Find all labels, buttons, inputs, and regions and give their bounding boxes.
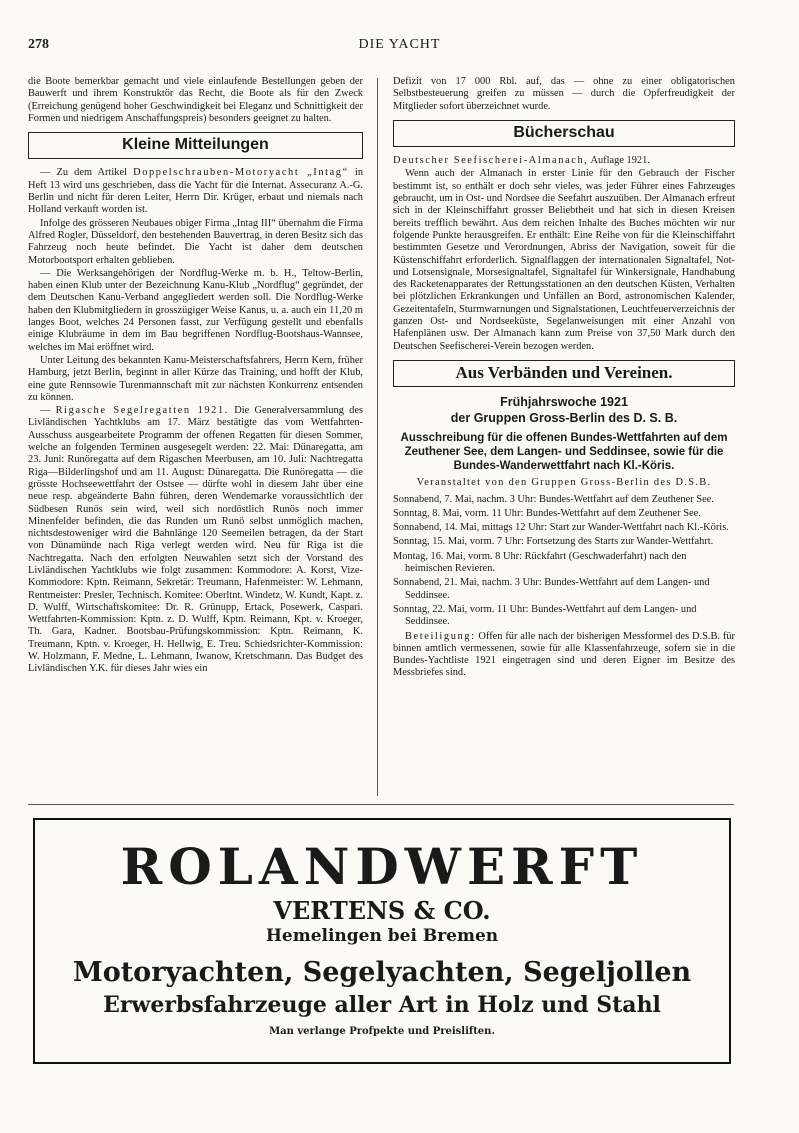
heading-buecherschau: Bücherschau [393,120,735,147]
spaced-title: Deutscher Seefischerei-Almanach, [393,155,589,167]
participation-paragraph [393,631,735,680]
book-title [393,155,735,167]
paragraph-nordflug: — Die Werksangehörigen der Nordflug-Werke m. b. H., Teltow-Berlin, haben einen Klub unter der Bezeichnung Kanu-Klub „Nordflug“ gegründet, der dem Deutschen Kanu-Verband angegliedert werden soll. Die Nordflug-Werke haben den Klubmitgliedern in grosszügiger Weise Kanus, u. a. auch ein 11,20 m langes Boot, welches 24 Personen fasst, zur Verfügung gestellt und ebenfalls einige Klubräume in dem im Bau begriffenen Nordflug-Bootshaus-Wannsee, welches im Mai eröffnet wird. [28,267,363,353]
spaced-title: Doppelschrauben-Motoryacht „Intag“ [133,167,349,179]
heading-kleine-mitteilungen: Kleine Mitteilungen [28,132,363,159]
text-fragment: — Zu dem Artikel [40,167,134,179]
page-number: 278 [28,37,49,52]
schedule-entry: Sonnabend, 21. Mai, nachm. 3 Uhr: Bundes-Wettfahrt auf dem Langen- und Seddinsee. [393,577,710,601]
ad-product-line-2: Erwerbsfahrzeuge aller Art in Holz und Stahl [103,992,661,1018]
event-title: Frühjahrswoche 1921 [500,395,628,410]
paragraph-rogler: Infolge des grösseren Neubaues obiger Firma „Intag III“ übernahm die Firma Alfred Rogler, Düsseldorf, den bestehenden Bauvertrag, in deren Besitz sich das Fahrzeug noch heute befindet. Die Yacht ist daher dem deutschen Motorbootsport erhalten geblieben. [28,217,363,266]
ad-product-line: Motoryachten, Segelyachten, Segeljollen [72,957,692,988]
text-fragment: Offen für alle nach der bisherigen Messformel des D.S.B. für binnen amtlich vermessenen, sowie für alle Klassenfahrzeuge, sofern sie in die Bundes-Yachtliste 1921 eingetragen sind und deren Eigner im Besitze des Messbriefes sind. [393,630,735,679]
event-subtitle: der Gruppen Gross-Berlin des D. S. B. [450,411,678,426]
text-fragment: Auflage 1921. [588,155,650,167]
running-title: DIE YACHT [358,37,441,52]
paragraph-riga [28,405,363,676]
schedule-entry: Sonntag, 22. Mai, vorm. 11 Uhr: Bundes-Wettfahrt auf dem Langen- und Seddinsee. [393,603,697,628]
left-intro: die Boote bemerkbar gemacht und viele einlaufende Bestellungen geben der Bauwerft und ihrem Konstruktör das Recht, die Boote als für den Zweck (Erreichung genügend hoher Geschwindigkeit bei Eleganz und Schnittigkeit der Formen und niedrigem Anschaffungspreis) besonders geeignet zu halten. [28,76,363,124]
organizer-line: Veranstaltet von den Gruppen Gross-Berlin des D.S.B. [416,477,712,489]
schedule-entry: Sonntag, 15. Mai, vorm. 7 Uhr: Fortsetzung des Starts zur Wander-Wettfahrt. [393,536,714,548]
paragraph-training: Unter Leitung des bekannten Kanu-Meisterschaftsfahrers, Herrn Kern, früher Hamburg, jetzt Berlin, beginnt in aller Kürze das Training, und hofft der Klub, eine gute Rennsowie Turenmannschaft mit zur nächsten Konkurrenz entsenden zu können. [28,354,363,403]
right-column [393,76,735,681]
text-fragment: — [40,405,56,417]
paragraph-intag [28,167,363,216]
schedule-entry: Montag, 16. Mai, vorm. 8 Uhr: Rückfahrt (Geschwaderfahrt) nach den heimischen Revieren. [393,550,687,575]
spaced-title: Rigasche Segelregatten 1921. [55,405,229,417]
schedule-entry: Sonntag, 8. Mai, vorm. 11 Uhr: Bundes-Wettfahrt auf dem Zeuthener See. [393,507,701,519]
left-column [28,76,363,677]
page-divider [28,804,734,805]
ad-note: Man verlange Profpekte und Preisliften. [269,1026,495,1037]
ad-firm: VERTENS & CO. [273,896,491,925]
text-fragment: Die Generalversammlung des Livländischen Yachtklubs am 17. März bestätigte das vom Wettfahrten-Ausschuss ausgearbeitete Programm der offenen Regatten für diesen Sommer, welche an folgenden Terminen ausgesegelt werden: 22. Mai: Dünaregatta, am 23. Juni: Runöregatta auf dem Rigaschen Meerbusen, am 10. Juli: Nachtregatta Riga—Bilderlingshof und am 11. August: Dünaregatta. Die Runöregatta — die grösste Hochseewettfahrt der Ostsee — dürfte wohl in diesem Jahr über eine neue resp. abgeänderte Bahn führen, deren Wendemarke voraussichtlich der Südbesen Runös sein wird, weil sich nordöstlich Runös noch immer Minenfelder befinden, die das Runden um Runö selbst unmöglich machen, nichtsdestoweniger wird die Bahnlänge 120 Seemeilen betragen, da der Start von Dünamünde nach Riga verlegt werden wird. Neu für Riga ist die Nachtregatta. Nach den erfolgten Neuwahlen setzt sich der Vorstand des Livländischen Yachtklubs wie folgt zusammen: Kommodore: A. Korst, Vize-Kommodore: Kptn. Reimann, Sekretär: Treumann, Hafenmeister: W. Lehmann, Rentmeister: Presler, Technisch. Komitee: Oberltnt. Windetz, W. Kundt, Kapt. z. D. Wulff, Wirtschaftskomitee: Dr. R. Grünupp, Ertack, Posewerk, Caspari. Wettfahrten-Kommission: Kptn. z. D. Wulff, Kptn. Reimann, Kpt. v. Kroeger, Th. Gara, Kadner. Bootsbau-Prüfungskommission: Kptn. Reimann, K. Treumann, Kptn. v. Kroeger, H. Hellwig, E. Treu. Schiedsrichter-Kommission: W. Holzmann, F. Medne, L. Lehmann, Iwanow, Kretschmann. Das Budget des Livländischen Y.K. für dieses Jahr wies ein [28,405,363,675]
schedule-entry: Sonnabend, 7. Mai, nachm. 3 Uhr: Bundes-Wettfahrt auf dem Zeuthener See. [393,493,714,505]
ad-location: Hemelingen bei Bremen [265,926,499,946]
column-divider [377,78,378,796]
advertisement-box [33,818,731,1064]
ad-brand: ROLANDWERFT [120,837,644,896]
heading-verbaende: Aus Verbänden und Vereinen. [393,360,735,387]
text-fragment: in Heft 13 wird uns geschrieben, dass die Yacht für die Internat. Assecuranz A.-G. Berlin und nicht für deren Leiter, Herrn Dir. Krüger, erbaut und niemals nach Holland verkauft worden ist. [28,167,364,216]
event-announcement: Ausschreibung für die offenen Bundes-Wettfahrten auf dem Zeuthener See, dem Langen- und Seddinsee, sowie für die Bundes-Wanderwettfahrt nach Kl.-Köris. [400,432,728,473]
spaced-title: Beteiligung: [405,630,476,642]
right-intro: Defizit von 17 000 Rbl. auf, das — ohne zu einer obligatorischen Selbstbesteuerung greifen zu müssen — durch die Opferfreudigkeit der Mitglieder sofort überzeichnet wurde. [393,76,735,112]
book-review: Wenn auch der Almanach in erster Linie für den Gebrauch der Fischer bestimmt ist, so enthält er doch sehr vieles, was jeder Führer eines Fahrzeuges gebraucht, um in Ost- und Nordsee die Seefahrt auszuüben. Der Almanach erfreut sich in der Kleinschiffahrt grosser Beliebtheit und hat sich in diesen Kreisen bereits trefflich bewährt. Aus dem reichen Inhalte des Buches möchten wir nur folgende Punkte herausgreifen. Er enthält: Eine Reihe von für die Kleinschiffahrt bestimmten Gesetze und Verordnungen, Abriss der Navigation, soweit für die Küstenschiffahrt erforderlich. Signalflaggen der internationalen Signaltafel, Not- und Lotsensignale, Morsesignaltafel, Signaltafel für Winkersignale, Handhabung des Racketenapparates der Rettungsstationen an den deutschen Küsten, Verhalten bei plötzlichen Erkrankungen und Unfällen an Bord, astronomischen Kalender, Gezeitentafeln, Sturmwarnungen und Signalstationen, Leuchtfeuerverzeichnis der ganzen Ost- und Nordseeküste, Segelanweisungen mit einer Anzahl von Hafenplänen usw. Der Almanach kann zum Preise von 37,50 Mark durch den Deutschen Seefischerei-Verein bezogen werden. [393,168,735,352]
schedule-entry: Sonnabend, 14. Mai, mittags 12 Uhr: Start zur Wander-Wettfahrt nach Kl.-Köris. [393,522,729,534]
